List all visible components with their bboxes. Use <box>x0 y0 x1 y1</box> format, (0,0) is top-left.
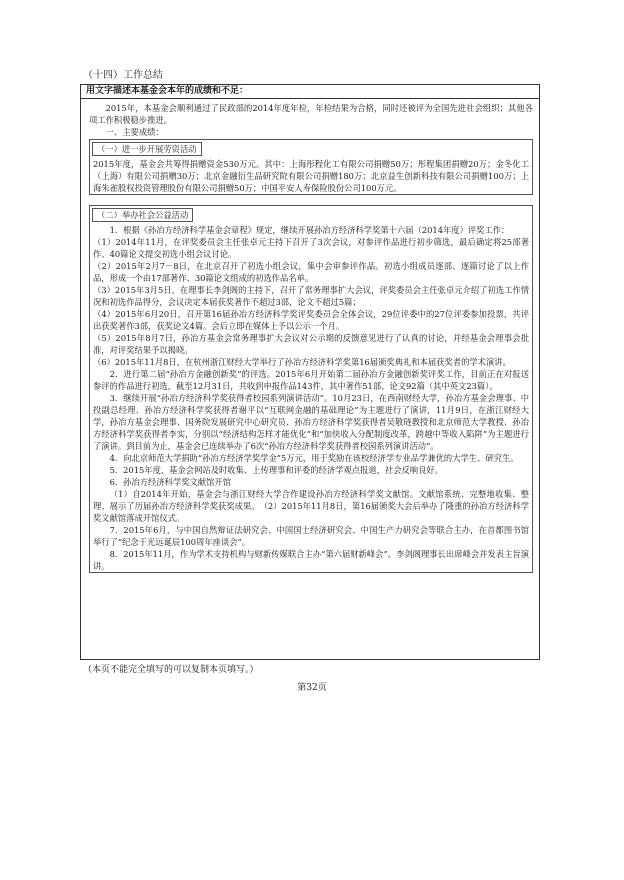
summary-table <box>80 84 540 660</box>
main-heading: 一、主要成绩： <box>105 127 164 137</box>
subsection-title: （二）举办社会公益活动 <box>92 208 193 222</box>
activity-paragraph: 4．向北京师范大学捐助“孙冶方经济学奖学金”5万元，用于奖励在该校经济学专业品学兼优的大学生、研究生。 <box>109 453 519 463</box>
activity-paragraph: （5）2015年8月7日，孙冶方基金会常务理事扩大会议对公示期的反馈意见进行了认真的讨论，并经基金会理事会批准，对评奖结果予以揭晓。 <box>93 333 529 355</box>
activity-paragraph: 2．进行第二届“孙冶方金融创新奖”的评选。2015年6月开始第二届孙冶方金融创新奖评奖工作，目前正在对报送参评的作品进行初选，截至12月31日，共收到申报作品143件，其中著作51部、论文92篇（其中英文23篇）。 <box>93 369 529 391</box>
table-body <box>81 99 539 573</box>
subsection-title: （一）进一步开展劳资活动 <box>92 142 202 156</box>
activity-paragraph: （4）2015年6月20日，召开第16届孙冶方经济科学奖评奖委员会全体会议，29位评委中的27位评委参加投票，共评出获奖著作3部，获奖论文4篇。会后立即在媒体上予以公示一个月。 <box>93 309 529 331</box>
activity-paragraph: 8．2015年11月，作为学术支持机构与财新传媒联合主办“第六届财新峰会”。李剑阁理事长出席峰会并发表主旨演讲。 <box>93 549 529 571</box>
activity-paragraph: 7．2015年6月，与中国自然辩证法研究会、中国国土经济研究会、中国生产力研究会等联合主办，在首都图书馆举行了“纪念于光远诞辰100周年座谈会”。 <box>93 525 529 547</box>
activity-paragraph: （3）2015年3月5日，在理事长李剑阁的主持下，召开了常务理事扩大会议，评奖委员会主任张卓元介绍了初选工作情况和初选作品得分，会议决定本届获奖著作不超过3部，论文不超过5篇； <box>93 285 529 307</box>
page-number: 第32页 <box>297 683 327 693</box>
table-header: 用文字描述本基金会本年的成绩和不足： <box>81 85 539 99</box>
activity-paragraph: 1．根据《孙冶方经济科学基金会章程》规定，继续开展孙冶方经济科学奖第十六届（2014年度）评奖工作： <box>109 225 510 235</box>
activity-paragraph: （1）自2014年开始，基金会与浙江财经大学合作建设孙冶方经济科学奖文献馆。文献馆系统、完整地收集、整理、展示了历届孙冶方经济科学奖获奖成果。 （2）2015年11月8日，第16届颁奖大会后举办了隆重的孙冶方经济科学奖文献馆落成开馆仪式。 <box>93 489 529 523</box>
subsection-activities <box>89 205 533 573</box>
activity-paragraph: 3．继续开展“孙冶方经济科学奖获得者校园系列演讲活动”。10月23日，在西南财经大学，孙冶方基金会理事、中投副总经理、孙冶方经济科学奖获得者谢平以“互联网金融的基础理论”为主题进行了演讲，11月9日，在浙江财经大学，孙冶方基金会理事、国务院发展研究中心研究员、孙冶方经济科学奖获得者吴敬琏教授和北京师范大学教授、孙冶方经济科学奖获得者李实，分别以“经济结构怎样才能优化”和“加快收入分配制度改革，跨越中等收入陷阱”为主题进行了演讲。到目前为止，基金会已连续举办了6次“孙冶方经济科学奖获得者校园系列演讲活动”。 <box>93 393 529 451</box>
section-title: （十四）工作总结 <box>83 70 163 81</box>
activity-paragraph: 5．2015年度，基金会网站及时收集、上传理事和评委的经济学观点报道，社会反响良好。 <box>109 465 443 475</box>
activity-paragraph: 6．孙冶方经济科学奖文献馆开馆 <box>109 477 232 487</box>
activity-paragraph: （1）2014年11月，在评奖委员会主任张卓元主持下召开了3次会议，对参评作品进行初步筛选，最后确定将25部著作、40篇论文提交初选小组会议讨论。 <box>93 237 529 259</box>
intro-paragraph: 2015年，本基金会顺利通过了民政部的2014年度年检，年检结果为合格，同时还被评为全国先进社会组织；其他各项工作积极稳步推进。 <box>89 103 533 125</box>
activity-paragraph: （6）2015年11月8日，在杭州浙江财经大学举行了孙冶方经济科学奖第16届颁奖典礼和本届获奖者的学术演讲。 <box>93 357 511 367</box>
footnote: （本页不能完全填写的可以复制本页填写。） <box>83 665 259 675</box>
activity-paragraph: （2）2015年2月7－8日，在北京召开了初选小组会议，集中会审参评作品。初选小组成员逐部、逐篇讨论了以上作品，形成一个由17部著作、30篇论文组成的初选作品名单。 <box>93 261 529 283</box>
subsection-fundraising <box>89 139 533 195</box>
subsection-body: 2015年度，基金会共筹得捐赠资金530万元。其中：上海彤程化工有限公司捐赠50万；彤程集团捐赠20万；金冬化工（上海）有限公司捐赠30万；北京金融衍生品研究院有限公司捐赠180万；北京益生创新科技有限公司捐赠100万；上海朱雀股权投资管理股份有限公司捐赠50万；中国平安人寿保险股份公司100万元。 <box>93 159 529 193</box>
